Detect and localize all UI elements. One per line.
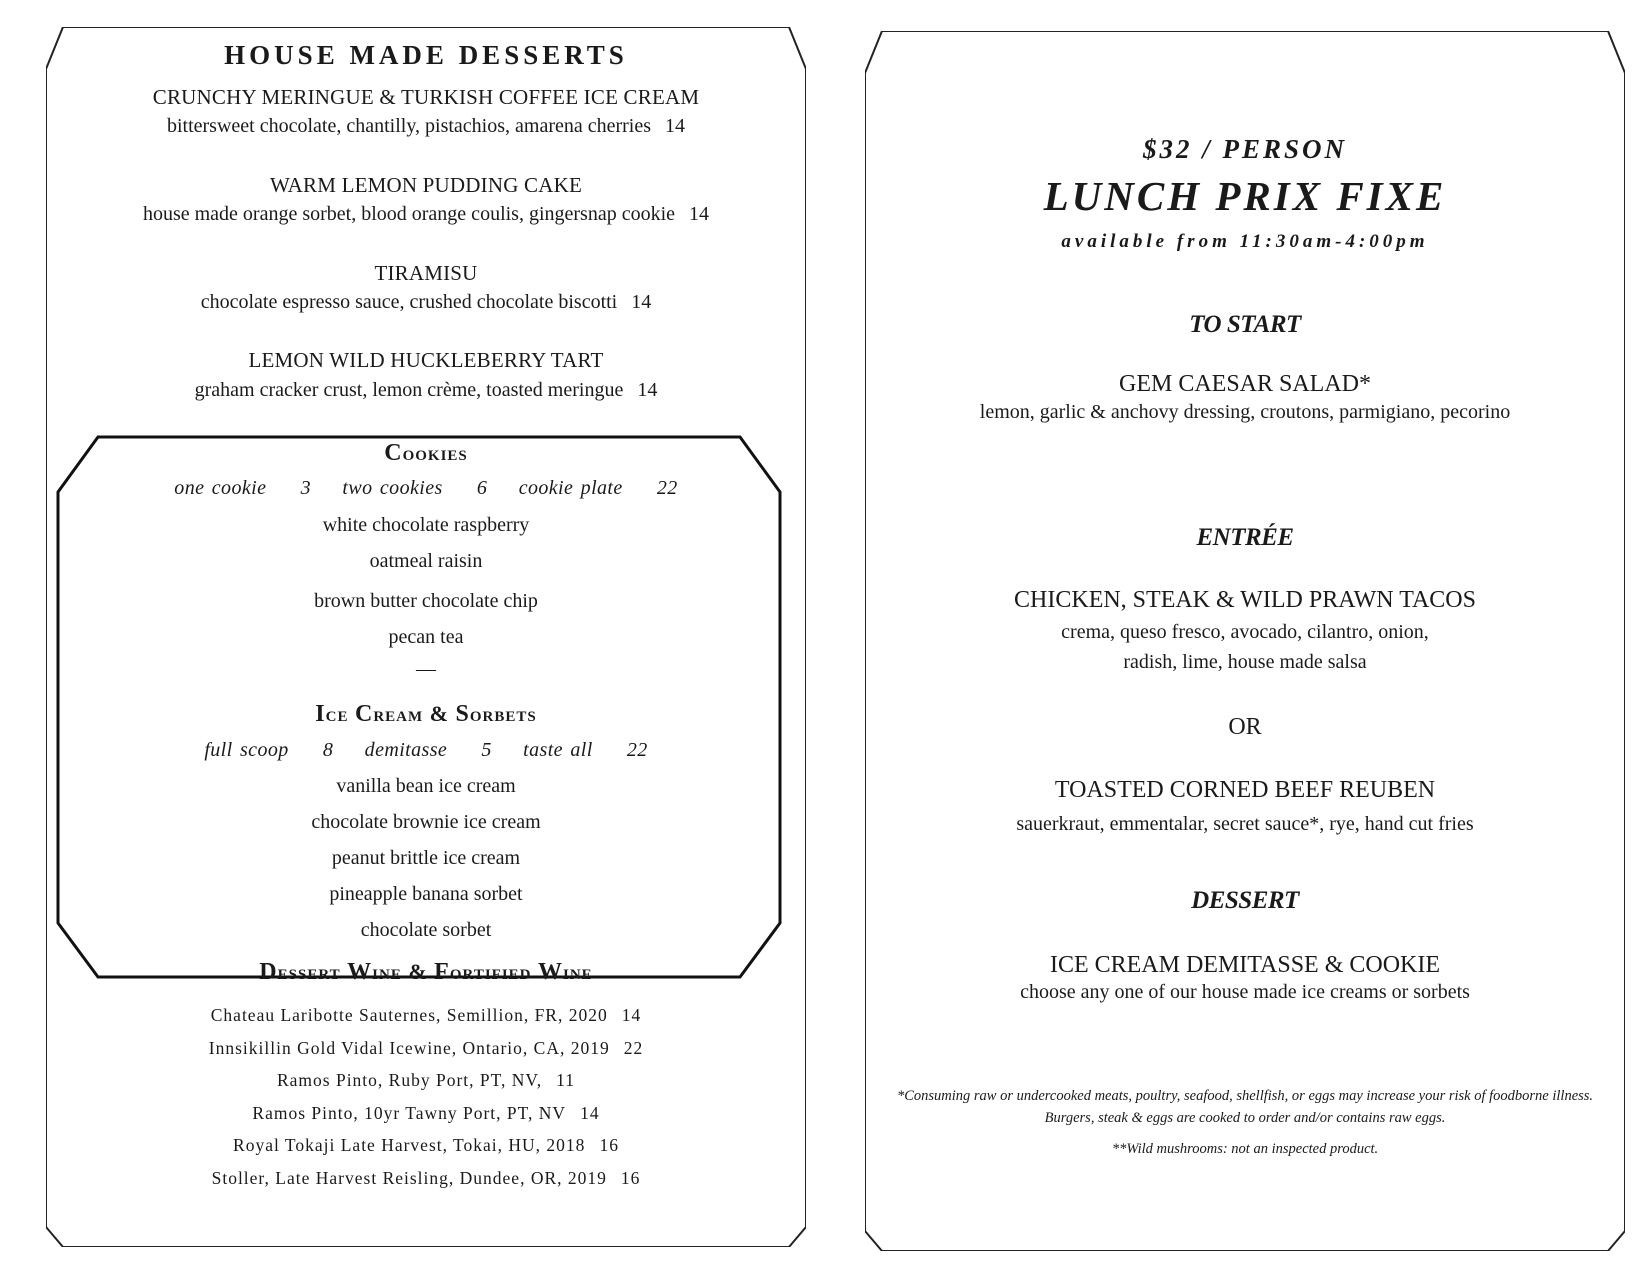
section-divider: — <box>416 658 436 680</box>
ice-cream-flavor: chocolate brownie ice cream <box>311 811 541 833</box>
to-start-heading: TO START <box>1189 311 1301 338</box>
wine-price: 16 <box>599 1135 619 1155</box>
entree-title: TOASTED CORNED BEEF REUBEN <box>1054 777 1436 803</box>
dessert-price: 14 <box>689 203 710 225</box>
entree-description: crema, queso fresco, avocado, cilantro, onion, <box>1061 621 1429 643</box>
dessert-price: 14 <box>631 291 652 313</box>
ice-cream-flavor: pineapple banana sorbet <box>329 883 523 905</box>
wine-price: 16 <box>620 1168 641 1188</box>
ice-cream-flavor: vanilla bean ice cream <box>336 775 516 797</box>
wine-price: 14 <box>621 1005 642 1025</box>
entree-description: radish, lime, house made salsa <box>1123 651 1367 673</box>
dessert-description: chocolate espresso sauce, crushed chocolate biscotti 14 <box>200 291 652 313</box>
dessert-title: WARM LEMON PUDDING CAKE <box>269 173 582 197</box>
food-safety-disclaimer: *Consuming raw or undercooked meats, poultry, seafood, shellfish, or eggs may increase your risk of foodborne illness. Burgers, steak & eggs are cooked to order and/or contains raw eggs. <box>896 1088 1594 1126</box>
cookie-pricing <box>46 477 806 500</box>
cookie-option: cookie plate 22 <box>518 477 678 499</box>
wine-heading: Dessert Wine & Fortified Wine <box>259 959 593 985</box>
cookie-option: one cookie 3 <box>174 477 311 499</box>
desserts-heading: HOUSE MADE DESSERTS <box>224 40 628 70</box>
mushroom-note: **Wild mushrooms: not an inspected product. <box>1111 1141 1379 1157</box>
wine-item: Stoller, Late Harvest Reisling, Dundee, OR, 2019 16 <box>211 1168 641 1188</box>
cookies-heading: Cookies <box>384 440 468 466</box>
wine-item: Ramos Pinto, 10yr Tawny Port, PT, NV 14 <box>252 1103 600 1123</box>
ice-cream-option: full scoop 8 <box>204 739 334 761</box>
cookie-flavor: oatmeal raisin <box>369 550 483 572</box>
dessert-price: 14 <box>665 115 686 137</box>
ice-cream-option: taste all 22 <box>523 739 648 761</box>
cookie-flavor: pecan tea <box>388 626 464 648</box>
page-title: LUNCH PRIX FIXE <box>1043 173 1447 219</box>
wine-item: Royal Tokaji Late Harvest, Tokai, HU, 2018 16 <box>233 1135 619 1155</box>
ice-cream-flavor: chocolate sorbet <box>360 919 492 941</box>
entree-title: CHICKEN, STEAK & WILD PRAWN TACOS <box>1014 587 1476 613</box>
dessert-price: 14 <box>637 379 658 401</box>
wine-price: 11 <box>556 1070 576 1090</box>
lunch-prix-fixe-panel <box>865 31 1625 1251</box>
starter-title: GEM CAESAR SALAD* <box>1118 371 1372 397</box>
entree-description: sauerkraut, emmentalar, secret sauce*, rye, hand cut fries <box>1016 813 1474 835</box>
dessert-course-title: ICE CREAM DEMITASSE & COOKIE <box>1049 952 1441 978</box>
dessert-title: CRUNCHY MERINGUE & TURKISH COFFEE ICE CREAM <box>152 85 700 109</box>
wine-price: 14 <box>580 1103 600 1123</box>
wine-price: 22 <box>623 1038 644 1058</box>
dessert-title: TIRAMISU <box>374 261 478 285</box>
cookie-option: two cookies 6 <box>342 477 488 499</box>
dessert-description: graham cracker crust, lemon crème, toasted meringue 14 <box>194 379 658 401</box>
ice-cream-pricing <box>46 739 806 762</box>
prix-fixe-price: $32 / PERSON <box>1142 134 1348 164</box>
dessert-title: LEMON WILD HUCKLEBERRY TART <box>248 348 604 372</box>
cookie-flavor: brown butter chocolate chip <box>314 590 538 612</box>
dessert-course-description: choose any one of our house made ice creams or sorbets <box>1020 981 1470 1003</box>
dessert-description: house made orange sorbet, blood orange coulis, gingersnap cookie 14 <box>142 203 710 225</box>
ice-cream-heading: Ice Cream & Sorbets <box>315 701 537 727</box>
wine-item: Innsikillin Gold Vidal Icewine, Ontario, CA, 2019 22 <box>208 1038 644 1058</box>
ice-cream-option: demitasse 5 <box>364 739 492 761</box>
entree-heading: ENTRÉE <box>1196 524 1294 551</box>
dessert-heading: DESSERT <box>1191 887 1299 914</box>
dessert-description: bittersweet chocolate, chantilly, pistachios, amarena cherries 14 <box>166 115 686 137</box>
dessert-menu-panel <box>46 27 806 1247</box>
wine-item: Ramos Pinto, Ruby Port, PT, NV, 11 <box>276 1070 576 1090</box>
ice-cream-flavor: peanut brittle ice cream <box>331 847 521 869</box>
or-separator: OR <box>1228 714 1262 740</box>
wine-item: Chateau Laribotte Sauternes, Semillion, FR, 2020 14 <box>210 1005 642 1025</box>
availability-hours: available from 11:30am-4:00pm <box>1061 231 1429 252</box>
cookie-flavor: white chocolate raspberry <box>322 514 530 536</box>
starter-description: lemon, garlic & anchovy dressing, croutons, parmigiano, pecorino <box>979 401 1511 423</box>
